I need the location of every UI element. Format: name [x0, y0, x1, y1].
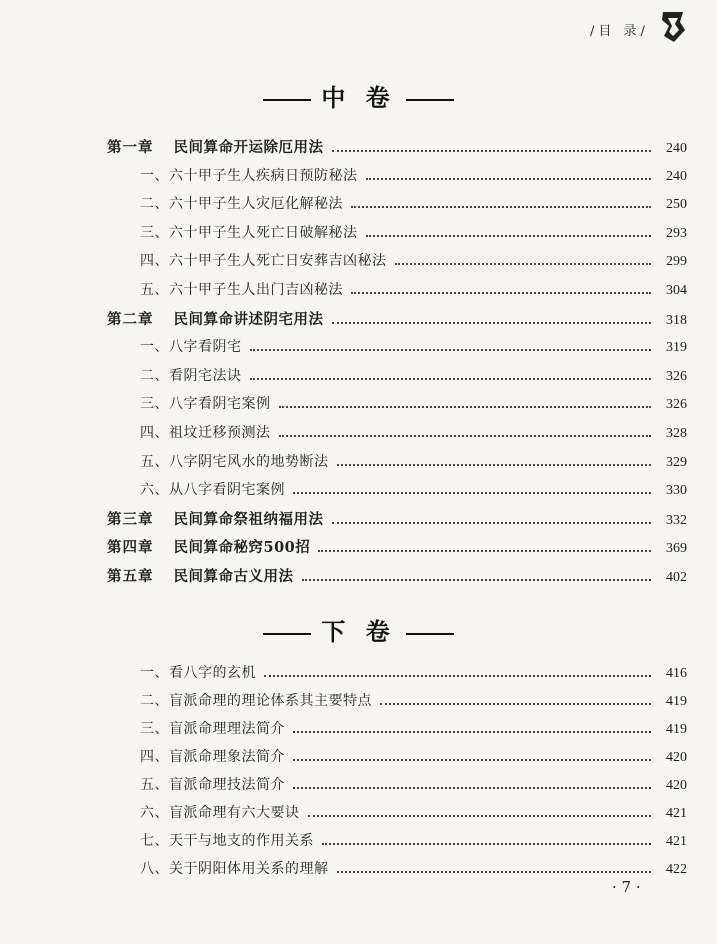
- dot-leader: [279, 405, 652, 408]
- running-header: /目 录/: [590, 24, 649, 39]
- toc-entry-title: 二、看阴宅法诀: [140, 367, 242, 384]
- lower-volume-title: 下 卷: [0, 612, 717, 647]
- toc-page-number: 420: [666, 778, 687, 793]
- toc-page-number: 326: [666, 368, 687, 384]
- toc-page-number: 318: [666, 312, 687, 328]
- toc-entry-title: 民间算命祭祖纳福用法: [173, 510, 324, 528]
- dot-leader: [351, 205, 651, 208]
- dot-leader: [308, 814, 652, 817]
- toc-entry-title: 一、看八字的玄机: [140, 665, 256, 681]
- toc-page-number: 416: [666, 666, 687, 681]
- toc-entry-title: 八、关于阴阳体用关系的理解: [140, 861, 329, 877]
- toc-page-number: 293: [666, 225, 687, 241]
- toc-page-number: 402: [666, 570, 687, 585]
- dot-leader: [293, 730, 651, 733]
- toc-entry-title: 四、六十甲子生人死亡日安葬吉凶秘法: [140, 253, 387, 270]
- toc-item-row: [140, 830, 687, 856]
- dot-leader: [366, 234, 652, 237]
- toc-page-number: 299: [666, 254, 687, 270]
- toc-chapter-row: [107, 508, 687, 534]
- toc-item-row: [140, 222, 687, 248]
- dot-leader: [264, 674, 651, 677]
- toc-entry-title: 二、六十甲子生人灾厄化解秘法: [140, 196, 343, 213]
- toc-page-number: 330: [666, 483, 687, 499]
- dot-leader: [366, 177, 652, 180]
- toc-page-number: 328: [666, 426, 687, 441]
- toc-item-row: [140, 746, 687, 772]
- toc-item-row: [140, 393, 687, 419]
- toc-entry-title: 三、八字看阴宅案例: [140, 396, 271, 413]
- toc-page-number: 250: [666, 197, 687, 213]
- toc-item-row: [140, 451, 687, 477]
- toc-page-number: 419: [666, 722, 687, 737]
- toc-entry-title: 六、从八字看阴宅案例: [140, 482, 285, 499]
- toc-page-number: 421: [666, 834, 687, 849]
- dot-leader: [332, 321, 652, 324]
- dot-leader: [293, 786, 651, 789]
- toc-item-row: [140, 365, 687, 391]
- toc-entry-title: 五、六十甲子生人出门吉凶秘法: [140, 282, 343, 298]
- dot-leader: [293, 491, 651, 494]
- toc-page-number: 422: [666, 862, 687, 877]
- toc-item-row: [140, 193, 687, 219]
- dot-leader: [302, 578, 652, 581]
- toc-page-number: 319: [666, 340, 687, 356]
- page-number: · 7 ·: [612, 878, 641, 896]
- toc-page-number: 326: [666, 397, 687, 413]
- toc-item-row: [140, 279, 687, 305]
- toc-item-row: [140, 422, 687, 448]
- toc-chapter-row: [107, 565, 687, 591]
- toc-page-number: 329: [666, 454, 687, 470]
- chapter-number: 第三章: [107, 510, 154, 528]
- toc-entry-title: 一、八字看阴宅: [140, 339, 242, 356]
- dot-leader: [293, 758, 651, 761]
- toc-page-number: 421: [666, 806, 687, 821]
- toc-entry-title: 民间算命秘窍500招: [173, 539, 311, 557]
- toc-entry-title: 五、盲派命理技法简介: [140, 777, 285, 793]
- middle-volume-title: 中 卷: [0, 78, 717, 113]
- chapter-number: 第五章: [107, 568, 154, 585]
- toc-page-number: 332: [666, 512, 687, 528]
- dot-leader: [250, 377, 652, 380]
- toc-entry-title: 二、盲派命理的理论体系其主要特点: [140, 693, 372, 709]
- toc-entry-title: 六、盲派命理有六大要诀: [140, 805, 300, 821]
- toc-chapter-row: [107, 536, 687, 562]
- toc-entry-title: 四、祖坟迁移预测法: [140, 425, 271, 441]
- dot-leader: [332, 521, 652, 524]
- toc-item-row: [140, 336, 687, 362]
- toc-entry-title: 四、盲派命理象法简介: [140, 749, 285, 765]
- dot-leader: [395, 262, 652, 265]
- toc-item-row: [140, 690, 687, 716]
- toc-item-row: [140, 479, 687, 505]
- dot-leader: [337, 870, 652, 873]
- toc-item-row: [140, 718, 687, 744]
- dot-leader: [250, 348, 652, 351]
- toc-entry-title: 民间算命开运除厄用法: [173, 139, 324, 156]
- dot-leader: [351, 291, 651, 294]
- dot-leader: [332, 149, 652, 152]
- chapter-number: 第四章: [107, 539, 154, 557]
- toc-entry-title: 民间算命古义用法: [173, 568, 294, 585]
- chapter-number: 第二章: [107, 310, 154, 328]
- dot-leader: [279, 434, 652, 437]
- toc-page-number: 369: [666, 541, 687, 557]
- toc-item-row: [140, 774, 687, 800]
- dot-leader: [380, 702, 651, 705]
- toc-page-number: 240: [666, 168, 687, 184]
- toc-chapter-row: [107, 136, 687, 162]
- toc-entry-title: 五、八字阴宅风水的地势断法: [140, 453, 329, 470]
- toc-item-row: [140, 250, 687, 276]
- toc-item-row: [140, 802, 687, 828]
- toc-item-row: [140, 858, 687, 884]
- toc-entry-title: 三、六十甲子生人死亡日破解秘法: [140, 224, 358, 241]
- chapter-number: 第一章: [107, 139, 154, 156]
- toc-entry-title: 一、六十甲子生人疾病日预防秘法: [140, 167, 358, 184]
- toc-page-number: 304: [666, 283, 687, 298]
- toc-entry-title: 七、天干与地支的作用关系: [140, 833, 314, 849]
- toc-item-row: [140, 165, 687, 191]
- toc-page-number: 240: [666, 141, 687, 156]
- dot-leader: [322, 842, 651, 845]
- toc-entry-title: 民间算命讲述阴宅用法: [173, 310, 324, 328]
- toc-entry-title: 三、盲派命理理法简介: [140, 721, 285, 737]
- toc-page-number: 419: [666, 694, 687, 709]
- toc-item-row: [140, 662, 687, 688]
- dot-leader: [337, 463, 652, 466]
- toc-chapter-row: [107, 308, 687, 334]
- dot-leader: [318, 549, 651, 552]
- toc-page-number: 420: [666, 750, 687, 765]
- header-ornament-icon: [660, 10, 686, 44]
